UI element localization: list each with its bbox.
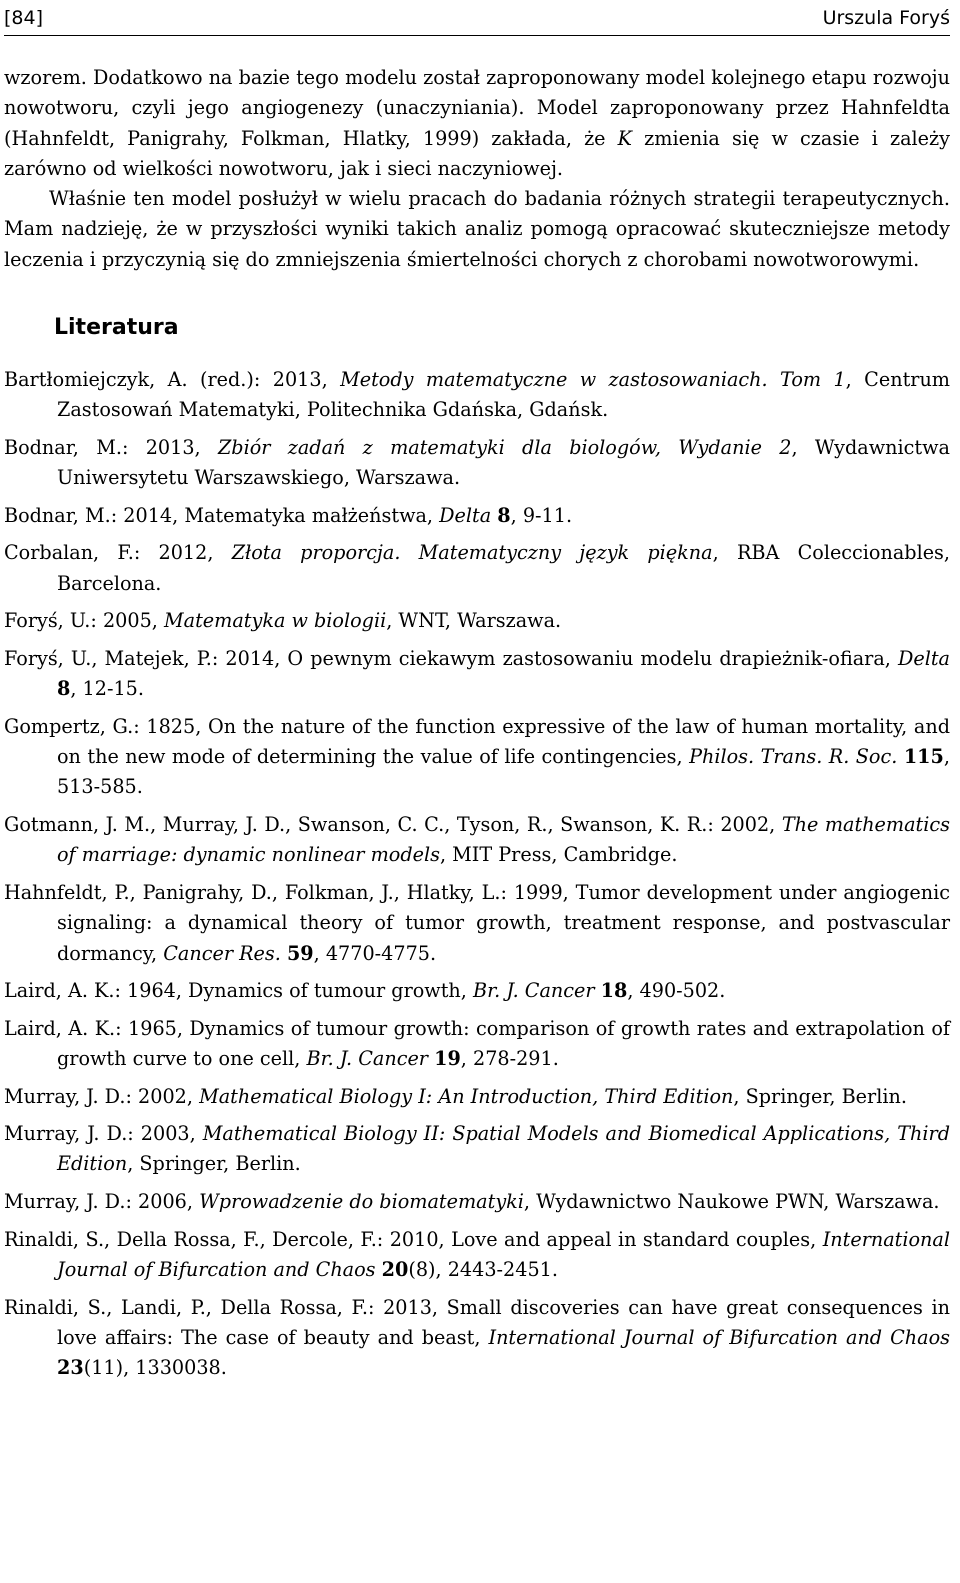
reference-entry: [4, 878, 950, 969]
reference-text: Bartłomiejczyk, A. (red.): 2013,: [4, 368, 341, 392]
reference-italic: Br. J. Cancer: [473, 979, 595, 1003]
variable-k: K: [617, 126, 633, 150]
reference-italic: The mathematics of marriage: dynamic nonlinear models: [57, 813, 950, 867]
reference-italic: Cancer Res.: [163, 941, 281, 965]
reference-text: , Springer, Berlin.: [127, 1152, 301, 1176]
reference-text: Corbalan, F.: 2012,: [4, 541, 232, 565]
reference-volume: 23: [57, 1356, 84, 1380]
reference-italic: Matematyka w biologii: [163, 609, 387, 633]
reference-text: , Springer, Berlin.: [733, 1084, 907, 1108]
reference-text: Bodnar, M.: 2014, Matematyka małżeństwa,: [4, 503, 440, 527]
reference-text: Rinaldi, S., Landi, P., Della Rossa, F.: 2013, Small discoveries can have great consequences in love affairs: The case of beauty and beast,: [4, 1295, 950, 1349]
reference-text: Murray, J. D.: 2003,: [4, 1122, 203, 1146]
reference-volume: 18: [600, 979, 628, 1003]
reference-entry: [4, 1082, 950, 1112]
reference-list: [4, 365, 950, 1383]
reference-italic: Metody matematyczne w zastosowaniach. Tom 1: [340, 368, 846, 392]
reference-volume: 59: [286, 941, 314, 965]
reference-entry: [4, 433, 950, 494]
reference-entry: [4, 1119, 950, 1180]
reference-italic: Mathematical Biology I: An Introduction, Third Edition: [199, 1084, 734, 1108]
reference-text: Murray, J. D.: 2006,: [4, 1190, 200, 1214]
reference-text: Bodnar, M.: 2013,: [4, 435, 218, 459]
reference-volume: 8: [497, 503, 511, 527]
reference-text: , 513-585.: [57, 745, 950, 799]
reference-entry: [4, 606, 950, 636]
reference-text: , 490-502.: [627, 979, 726, 1003]
author-name: Urszula Foryś: [822, 7, 950, 29]
reference-italic: Philos. Trans. R. Soc.: [689, 745, 898, 769]
reference-volume: 19: [434, 1046, 461, 1070]
running-header: [4, 0, 950, 36]
reference-volume: 115: [903, 745, 944, 769]
reference-entry: [4, 644, 950, 705]
reference-text: (8), 2443-2451.: [408, 1257, 558, 1281]
reference-volume: 8: [57, 677, 71, 701]
reference-entry: [4, 538, 950, 599]
reference-text: Rinaldi, S., Della Rossa, F., Dercole, F.: 2010, Love and appeal in standard couples,: [4, 1227, 823, 1251]
reference-italic: Delta: [439, 503, 492, 527]
reference-text: , WNT, Warszawa.: [386, 609, 562, 633]
reference-italic: Mathematical Biology II: Spatial Models and Biomedical Applications, Third Edition: [57, 1122, 950, 1176]
reference-italic: Złota proporcja. Matematyczny język piękna: [231, 541, 713, 565]
reference-text: , 12-15.: [70, 677, 144, 701]
reference-text: , Wydawnictwo Naukowe PWN, Warszawa.: [523, 1190, 940, 1214]
paragraph-1-text: wzorem. Dodatkowo na bazie tego modelu został zaproponowany model kolejnego etapu rozwoju nowotworu, czyli jego angiogenezy (unaczyniania). Model zaproponowany przez Hahnfeldta (Hahnfeldt, Panigrahy, Folkman, Hlatky, 1999) zakłada, że: [4, 66, 950, 150]
reference-text: Foryś, U.: 2005,: [4, 609, 164, 633]
paragraph-2: Właśnie ten model posłużył w wielu pracach do badania różnych strategii terapeutycznych. Mam nadzieję, że w przyszłości wyniki takich analiz pomogą opracować skuteczniejsze metody leczenia i przyczynią się do zmniejszenia śmiertelności chorych z chorobami nowotworowymi.: [4, 187, 950, 271]
reference-entry: [4, 1187, 950, 1217]
reference-italic: International Journal of Bifurcation and Chaos: [57, 1227, 950, 1281]
reference-text: Hahnfeldt, P., Panigrahy, D., Folkman, J., Hlatky, L.: 1999, Tumor development under angiogenic signaling: a dynamical theory of tumor growth, treatment response, and postvascular dormancy,: [4, 880, 950, 965]
reference-text: Laird, A. K.: 1964, Dynamics of tumour growth,: [4, 979, 473, 1003]
reference-entry: [4, 1225, 950, 1286]
reference-text: , Wydawnictwa Uniwersytetu Warszawskiego, Warszawa.: [57, 435, 950, 490]
section-title: Literatura: [54, 315, 179, 341]
reference-text: , 278-291.: [460, 1046, 559, 1070]
reference-text: Murray, J. D.: 2002,: [4, 1084, 200, 1108]
reference-italic: Delta: [897, 646, 950, 670]
reference-entry: [4, 810, 950, 871]
reference-text: Gompertz, G.: 1825, On the nature of the function expressive of the law of human mortality, and on the new mode of determining the value of life contingencies,: [4, 714, 950, 769]
reference-italic: Br. J. Cancer: [306, 1046, 428, 1070]
reference-text: , RBA Coleccionables, Barcelona.: [57, 541, 951, 595]
reference-italic: Zbiór zadań z matematyki dla biologów, Wydanie 2: [217, 435, 792, 459]
reference-text: , 9-11.: [510, 503, 573, 527]
reference-entry: [4, 1014, 950, 1075]
reference-entry: [4, 976, 950, 1006]
reference-text: (11), 1330038.: [83, 1356, 227, 1380]
reference-entry: [4, 1293, 950, 1384]
reference-text: Foryś, U., Matejek, P.: 2014, O pewnym ciekawym zastosowaniu modelu drapieżnik-ofiara,: [4, 646, 898, 670]
reference-text: Laird, A. K.: 1965, Dynamics of tumour growth: comparison of growth rates and extrapolation of growth curve to one cell,: [4, 1016, 950, 1070]
reference-text: , 4770-4775.: [313, 941, 437, 965]
reference-italic: Wprowadzenie do biomatematyki: [199, 1190, 524, 1214]
reference-text: , MIT Press, Cambridge.: [439, 843, 678, 867]
reference-volume: 20: [381, 1257, 409, 1281]
paragraph-1-end: zmienia się w czasie i zależy zarówno od wielkości nowotworu, jak i sieci naczyniowej.: [4, 126, 950, 180]
reference-italic: International Journal of Bifurcation and Chaos: [488, 1325, 950, 1349]
reference-text: , Centrum Zastosowań Matematyki, Politechnika Gdańska, Gdańsk.: [57, 368, 950, 422]
reference-entry: [4, 365, 950, 426]
paragraph-1: [4, 63, 950, 184]
reference-text: Gotmann, J. M., Murray, J. D., Swanson, C. C., Tyson, R., Swanson, K. R.: 2002,: [4, 813, 782, 837]
page-number: [84]: [4, 7, 44, 29]
reference-entry: [4, 501, 950, 531]
reference-entry: [4, 712, 950, 803]
